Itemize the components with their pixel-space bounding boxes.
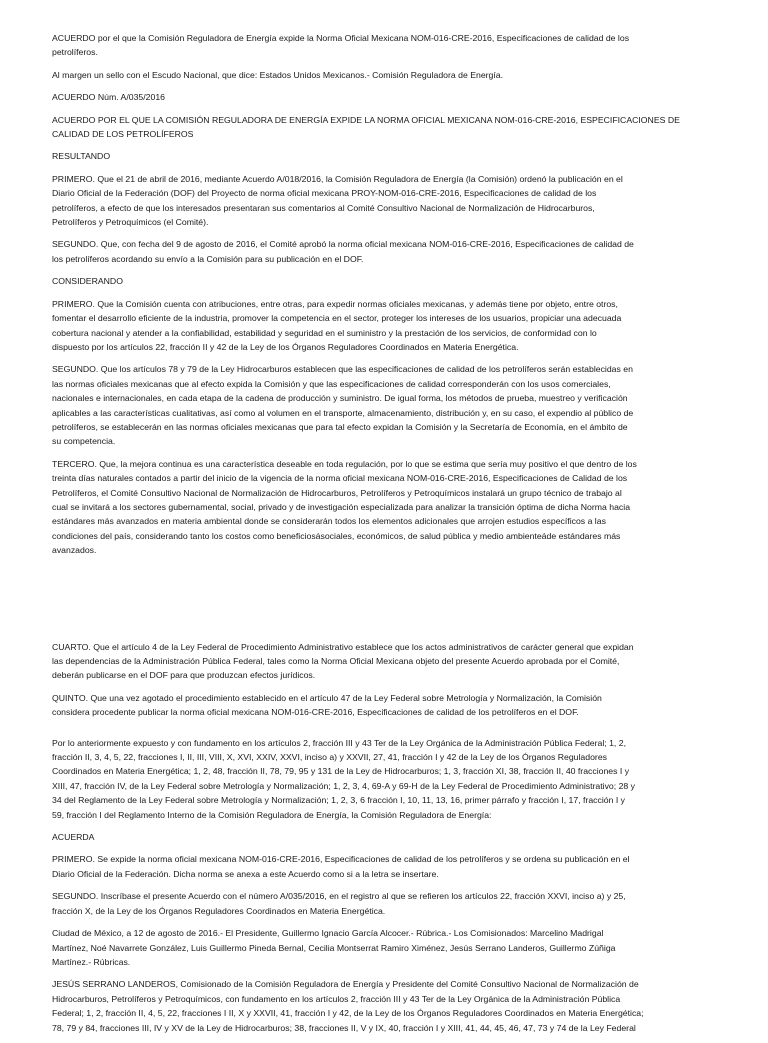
considerando-heading: CONSIDERANDO <box>52 276 123 287</box>
resultando-heading: RESULTANDO <box>52 151 111 162</box>
document-title: ACUERDO POR EL QUE LA COMISIÓN REGULADORA DE ENERGÍA EXPIDE LA NORMA OFICIAL MEXICANA NOM-016-CRE-2016, ESPECIFICACIONES DE CALIDAD DE LOS PETROLÍFEROS <box>52 114 680 140</box>
intro-paragraph: ACUERDO por el que la Comisión Reguladora de Energía expide la Norma Oficial Mexicana NOM-016-CRE-2016, Especificaciones de calidad de los petrolíferos. <box>52 33 630 58</box>
resultando-segundo: SEGUNDO. Que, con fecha del 9 de agosto de 2016, el Comité aprobó la norma oficial mexicana NOM-016-CRE-2016, Especificaciones de calidad de los petrolíferos acordando su envío a la Comisión para su publicación en el DOF. <box>52 239 634 264</box>
acuerda-segundo: SEGUNDO. Inscríbase el presente Acuerdo con el número A/035/2016, en el registro al que se refieren los artículos 22, fracción XXVI, inciso a) y 25, fracción X, de la Ley de los Órganos Reguladores Coordinados en Materia Energética. <box>52 891 626 916</box>
considerando-primero: PRIMERO. Que la Comisión cuenta con atribuciones, entre otras, para expedir normas oficiales mexicanas, y además tiene por objeto, entre otros, fomentar el desarrollo eficiente de la industria, promover la competencia en el sector, proteger los intereses de los usuarios, propiciar una adecuada cobertura nacional y atender a la confiabilidad, estabilidad y seguridad en el suministro y la prestación de los servicios, de conformidad con lo dispuesto por los artículos 22, fracción II y 42 de la Ley de los Órganos Reguladores Coordinados en Materia Energética. <box>52 298 622 352</box>
jesus-serrano-paragraph: JESÚS SERRANO LANDEROS, Comisionado de la Comisión Reguladora de Energía y Presidente del Comité Consultivo Nacional de Normalización de Hidrocarburos, Petrolíferos y Petroquímicos, con fundamento en los artículos 2, fracción III y 43 Ter de la Ley Orgánica de la Administración Pública Federal; 1, 2, fracción II, 4, 5, 22, fracciones I II, X y XXVII, 41, fracción I y 42, de la Ley de los Órganos Reguladores Coordinados en Materia Energética; 78, 79 y 84, fracciones III, IV y XV de la Ley de Hidrocarburos; 38, fracciones II, V y IX, 40, fracción I y XIII, 41, 44, 45, 46, 47, 73 y 74 de la Ley Federal <box>52 979 644 1033</box>
considerando-quinto: QUINTO. Que una vez agotado el procedimiento establecido en el artículo 47 de la Ley Federal sobre Metrología y Normalización, la Comisión considera procedente publicar la norma oficial mexicana NOM-016-CRE-2016, Especificaciones de calidad de los petrolíferos en el DOF. <box>52 692 602 718</box>
seal-paragraph: Al margen un sello con el Escudo Nacional, que dice: Estados Unidos Mexicanos.- Comisión Reguladora de Energía. <box>52 69 504 80</box>
acuerda-primero: PRIMERO. Se expide la norma oficial mexicana NOM-016-CRE-2016, Especificaciones de calidad de los petrolíferos y se ordena su publicación en el Diario Oficial de la Federación. Dicha norma se anexa a este Acuerdo como si a la letra se insertare. <box>52 854 630 879</box>
considerando-segundo: SEGUNDO. Que los artículos 78 y 79 de la Ley Hidrocarburos establecen que las especificaciones de calidad de los petrolíferos serán establecidas en las normas oficiales mexicanas que al efecto expida la Comisión y que las especificaciones de calidad corresponderán con los usos comerciales, nacionales e internacionales, en cada etapa de la cadena de producción y suministro. De igual forma, los métodos de prueba, muestreo y verificación aplicables a las características cualitativas, así como al volumen en el transporte, almacenamiento, distribución y, en su caso, el expendio al público de petrolíferos, se establecerán en las normas oficiales mexicanas que para tal efecto expidan la Comisión y la Secretaría de Economía, en el ámbito de su competencia. <box>52 364 634 447</box>
page-break-gap <box>52 566 704 640</box>
section-gap <box>52 728 704 736</box>
document-page <box>52 31 704 1043</box>
acuerdo-number: ACUERDO Núm. A/035/2016 <box>52 92 165 103</box>
considerando-tercero: TERCERO. Que, la mejora continua es una característica deseable en toda regulación, por lo que se estima que sería muy positivo el que dentro de los treinta días naturales contados a partir del inicio de la vigencia de la norma oficial mexicana NOM-016-CRE-2016, Especificaciones de Calidad de los Petrolíferos, el Comité Consultivo Nacional de Normalización de Hidrocarburos, Petrolíferos y Petroquímicos instalará un grupo técnico de trabajo al cual se invitará a los sectores gubernamental, social, privado y de investigación especializada para analizar la transición óptima de dicha Norma hacia estándares más avanzados en materia ambiental donde se considerarán todos los elementos adicionales que arrojen estudios específicos a las condiciones del país, considerando tanto los costos como beneficiosásociales, económicos, de salud pública y medio ambienteáde estándares más avanzados. <box>52 458 637 556</box>
signature-paragraph: Ciudad de México, a 12 de agosto de 2016.- El Presidente, Guillermo Ignacio García Alcocer.- Rúbrica.- Los Comisionados: Marcelino Madrigal Martínez, Noé Navarrete González, Luis Guillermo Pineda Bernal, Cecilia Montserrat Ramiro Ximénez, Jesús Serrano Landeros, Guillermo Zúñiga Martínez.- Rúbricas. <box>52 928 616 967</box>
acuerda-heading: ACUERDA <box>52 832 95 843</box>
fundamento-paragraph: Por lo anteriormente expuesto y con fundamento en los artículos 2, fracción III y 43 Ter de la Ley Orgánica de la Administración Pública Federal; 1, 2, fracción II, 3, 4, 5, 22, fracciones I, II, III, VIII, X, XVI, XXIV, XXVI, inciso a) y XXVII, 27, 41, fracción I y 42 de la Ley de los Órganos Reguladores Coordinados en Materia Energética; 1, 2, 48, fracción II, 78, 79, 95 y 131 de la Ley de Hidrocarburos; 1, 3, fracción XI, 38, fracción II, 40 fracciones I y XIII, 47, fracción IV, de la Ley Federal sobre Metrología y Normalización; 1, 2, 3, 4, 69-A y 69-H de la Ley Federal de Procedimiento Administrativo; 28 y 34 del Reglamento de la Ley Federal sobre Metrología y Normalización; 1, 2, 3, 6 fracción I, 10, 11, 13, 16, primer párrafo y fracción I, 17, fracción I y 59, fracción I del Reglamento Interno de la Comisión Reguladora de Energía, la Comisión Reguladora de Energía: <box>52 737 636 820</box>
resultando-primero: PRIMERO. Que el 21 de abril de 2016, mediante Acuerdo A/018/2016, la Comisión Reguladora de Energía (la Comisión) ordenó la publicación en el Diario Oficial de la Federación (DOF) del Proyecto de norma oficial mexicana PROY-NOM-016-CRE-2016, Especificaciones de calidad de los petrolíferos, a efecto de que los interesados presentaran sus comentarios al Comité Consultivo Nacional de Normalización de Hidrocarburos, Petrolíferos y Petroquímicos (el Comité). <box>52 173 623 228</box>
considerando-cuarto: CUARTO. Que el artículo 4 de la Ley Federal de Procedimiento Administrativo establece que los actos administrativos de carácter general que expidan las dependencias de la Administración Pública Federal, tales como la Norma Oficial Mexicana objeto del presente Acuerdo aprobada por el Comité, deberán publicarse en el DOF para que produzcan efectos jurídicos. <box>52 641 634 681</box>
